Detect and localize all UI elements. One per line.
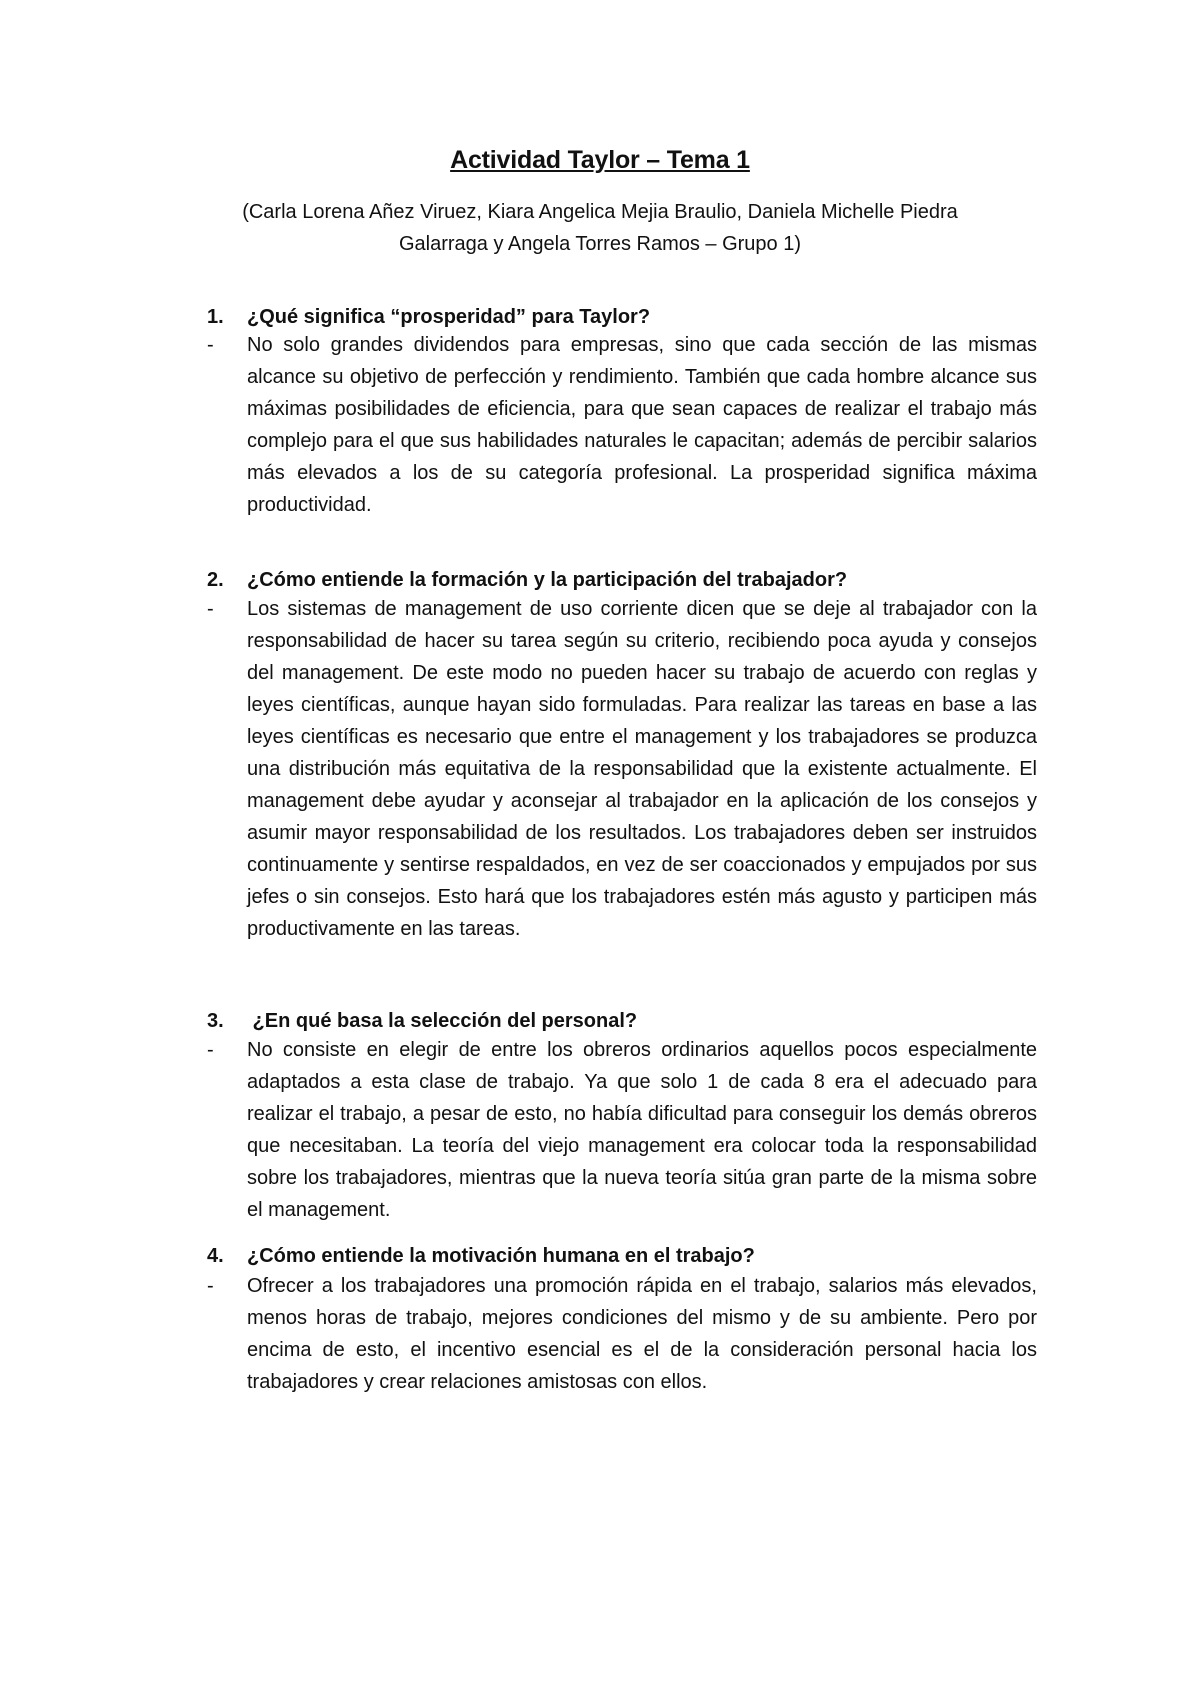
question-text: ¿En qué basa la selección del personal? bbox=[247, 1010, 638, 1032]
question-heading-4 bbox=[207, 1240, 1037, 1272]
question-number: 2. bbox=[207, 569, 224, 591]
question-heading-3 bbox=[207, 1005, 1037, 1037]
answer-block-1 bbox=[207, 329, 1037, 521]
answer-text: Ofrecer a los trabajadores una promoción rápida en el trabajo, salarios más elevados, menos horas de trabajo, mejores condiciones del mismo y de su ambiente. Pero por encima de esto, el incentivo esencial es el de la consideración personal hacia los trabajadores y crear relaciones amistosas con ellos. bbox=[247, 1275, 1037, 1393]
answer-text: Los sistemas de management de uso corriente dicen que se deje al trabajador con la responsabilidad de hacer su tarea según su criterio, recibiendo poca ayuda y consejos del management. De este modo no pueden hacer su trabajo de acuerdo con reglas y leyes científicas, aunque hayan sido formuladas. Para realizar las tareas en base a las leyes científicas es necesario que entre el management y los trabajadores se produzca una distribución más equitativa de la responsabilidad que la existente actualmente. El management debe ayudar y aconsejar al trabajador en la aplicación de los consejos y asumir mayor responsabilidad de los resultados. Los trabajadores deben ser instruidos continuamente y sentirse respaldados, en vez de ser coaccionados y empujados por sus jefes o sin consejos. Esto hará que los trabajadores estén más agusto y participen más productivamente en las tareas. bbox=[247, 598, 1037, 940]
page-title: Actividad Taylor – Tema 1 bbox=[450, 146, 750, 174]
question-text: ¿Cómo entiende la motivación humana en el trabajo? bbox=[247, 1245, 755, 1267]
question-number: 3. bbox=[207, 1010, 224, 1032]
bullet-dash: - bbox=[207, 1039, 214, 1061]
question-number: 1. bbox=[207, 306, 224, 328]
answer-text: No consiste en elegir de entre los obreros ordinarios aquellos pocos especialmente adaptados a esta clase de trabajo. Ya que solo 1 de cada 8 era el adecuado para realizar el trabajo, a pesar de esto, no había dificultad para conseguir los demás obreros que necesitaban. La teoría del viejo management era colocar toda la responsabilidad sobre los trabajadores, mientras que la nueva teoría sitúa gran parte de la misma sobre el management. bbox=[247, 1039, 1037, 1221]
answer-block-2 bbox=[207, 593, 1037, 945]
question-text: ¿Qué significa “prosperidad” para Taylor? bbox=[247, 306, 651, 328]
answer-text: No solo grandes dividendos para empresas, sino que cada sección de las mismas alcance su objetivo de perfección y rendimiento. También que cada hombre alcance sus máximas posibilidades de eficiencia, para que sean capaces de realizar el trabajo más complejo para el que sus habilidades naturales le capacitan; además de percibir salarios más elevados a los de su categoría profesional. La prosperidad significa máxima productividad. bbox=[247, 334, 1037, 516]
bullet-dash: - bbox=[207, 334, 214, 356]
question-number: 4. bbox=[207, 1245, 224, 1267]
answer-block-3 bbox=[207, 1034, 1037, 1226]
authors-line: (Carla Lorena Añez Viruez, Kiara Angelica Mejia Braulio, Daniela Michelle Piedra Galarraga y Angela Torres Ramos – Grupo 1) bbox=[242, 201, 958, 255]
answer-block-4 bbox=[207, 1270, 1037, 1398]
bullet-dash: - bbox=[207, 1275, 214, 1297]
question-text: ¿Cómo entiende la formación y la participación del trabajador? bbox=[247, 569, 848, 591]
bullet-dash: - bbox=[207, 598, 214, 620]
question-heading-2 bbox=[207, 564, 1037, 596]
